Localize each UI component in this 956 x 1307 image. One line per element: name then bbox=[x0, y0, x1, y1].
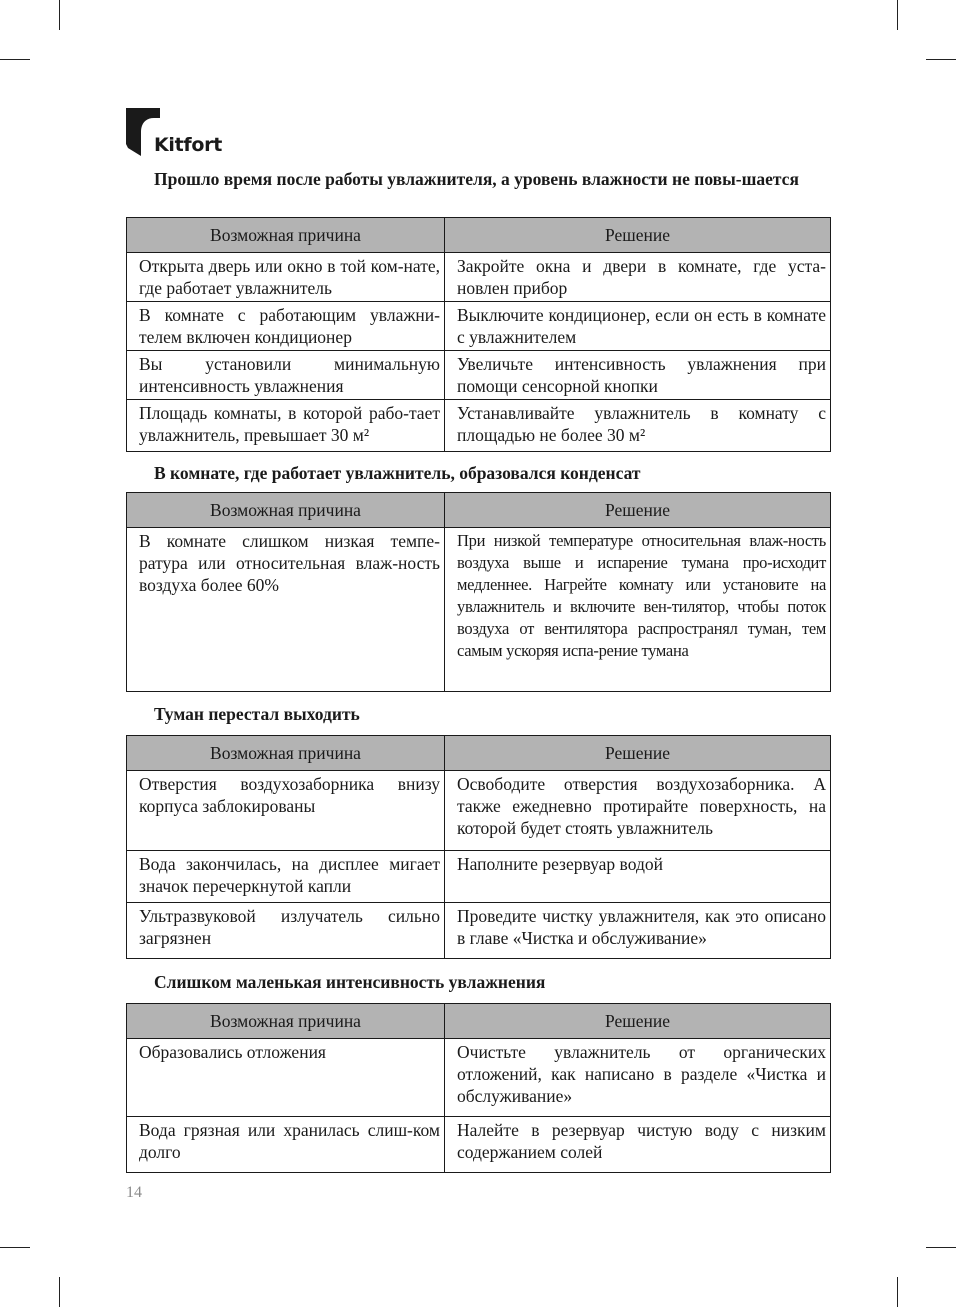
table-row bbox=[127, 302, 831, 351]
table-row bbox=[127, 400, 831, 452]
column-header-cause: Возможная причина bbox=[127, 493, 445, 528]
column-header-solution: Решение bbox=[445, 1004, 831, 1039]
page-number: 14 bbox=[126, 1184, 142, 1201]
crop-mark bbox=[897, 0, 898, 30]
troubleshooting-table bbox=[126, 217, 831, 452]
section-title: В комнате, где работает увлажнитель, образовался конденсат bbox=[154, 463, 641, 483]
section-title: Прошло время после работы увлажнителя, а уровень влажности не повы-шается bbox=[154, 169, 799, 189]
table-row bbox=[127, 771, 831, 851]
cause-cell: Вода грязная или хранилась слиш-ком долго bbox=[127, 1117, 445, 1173]
cause-cell: Отверстия воздухозаборника внизу корпуса заблокированы bbox=[127, 771, 445, 851]
crop-mark bbox=[897, 1277, 898, 1307]
cause-cell: Площадь комнаты, в которой рабо-тает увлажнитель, превышает 30 м² bbox=[127, 400, 445, 452]
solution-cell: Проведите чистку увлажнителя, как это описано в главе «Чистка и обслуживание» bbox=[445, 903, 831, 959]
column-header-solution: Решение bbox=[445, 218, 831, 253]
cause-cell: В комнате слишком низкая темпе-ратура или относительная влаж-ность воздуха более 60% bbox=[127, 528, 445, 692]
table-row bbox=[127, 1117, 831, 1173]
column-header-solution: Решение bbox=[445, 493, 831, 528]
cause-cell: Вода закончилась, на дисплее мигает значок перечеркнутой капли bbox=[127, 851, 445, 903]
crop-mark bbox=[926, 1247, 956, 1248]
column-header-cause: Возможная причина bbox=[127, 218, 445, 253]
solution-cell: Выключите кондиционер, если он есть в комнате с увлажнителем bbox=[445, 302, 831, 351]
column-header-cause: Возможная причина bbox=[127, 736, 445, 771]
troubleshooting-table bbox=[126, 492, 831, 692]
section-title: Слишком маленькая интенсивность увлажнения bbox=[154, 972, 546, 992]
table-row bbox=[127, 1039, 831, 1117]
crop-mark bbox=[0, 59, 30, 60]
cause-cell: Вы установили минимальную интенсивность увлажнения bbox=[127, 351, 445, 400]
brand-logo bbox=[126, 108, 236, 158]
crop-mark bbox=[59, 0, 60, 30]
crop-mark bbox=[0, 1247, 30, 1248]
solution-cell: При низкой температуре относительная влаж-ность воздуха выше и испарение тумана про-исходит медленнее. Нагрейте комнату или установите на увлажнитель и включите вен-тилятор, чтобы поток воздуха от вентилятора распространял туман, тем самым ускоряя испа-рение тумана bbox=[445, 528, 831, 692]
solution-cell: Закройте окна и двери в комнате, где уста-новлен прибор bbox=[445, 253, 831, 302]
troubleshooting-table bbox=[126, 1003, 831, 1173]
solution-cell: Наполните резервуар водой bbox=[445, 851, 831, 903]
column-header-solution: Решение bbox=[445, 736, 831, 771]
crop-mark bbox=[926, 59, 956, 60]
section-title: Туман перестал выходить bbox=[154, 704, 360, 724]
table-row bbox=[127, 903, 831, 959]
solution-cell: Очистьте увлажнитель от органических отложений, как написано в разделе «Чистка и обслуживание» bbox=[445, 1039, 831, 1117]
solution-cell: Увеличьте интенсивность увлажнения при помощи сенсорной кнопки bbox=[445, 351, 831, 400]
brand-name: Kitfort bbox=[154, 134, 222, 156]
cause-cell: Ультразвуковой излучатель сильно загрязнен bbox=[127, 903, 445, 959]
table-row bbox=[127, 528, 831, 692]
cause-cell: Образовались отложения bbox=[127, 1039, 445, 1117]
solution-cell: Устанавливайте увлажнитель в комнату с площадью не более 30 м² bbox=[445, 400, 831, 452]
cause-cell: В комнате с работающим увлажни-телем включен кондиционер bbox=[127, 302, 445, 351]
table-row bbox=[127, 253, 831, 302]
table-row bbox=[127, 351, 831, 400]
column-header-cause: Возможная причина bbox=[127, 1004, 445, 1039]
solution-cell: Налейте в резервуар чистую воду с низким содержанием солей bbox=[445, 1117, 831, 1173]
table-row bbox=[127, 851, 831, 903]
crop-mark bbox=[59, 1277, 60, 1307]
solution-cell: Освободите отверстия воздухозаборника. А также ежедневно протирайте поверхность, на которой будет стоять увлажнитель bbox=[445, 771, 831, 851]
cause-cell: Открыта дверь или окно в той ком-нате, где работает увлажнитель bbox=[127, 253, 445, 302]
troubleshooting-table bbox=[126, 735, 831, 959]
